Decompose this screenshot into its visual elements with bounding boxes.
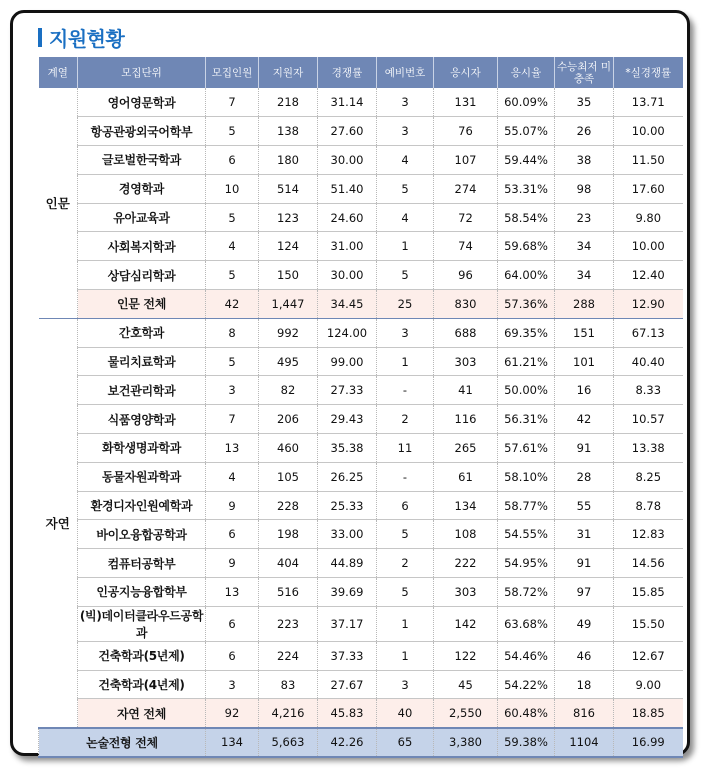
data-cell: 27.67	[318, 670, 377, 699]
header-cell: 계열	[39, 57, 78, 88]
data-cell: 13	[206, 578, 259, 607]
data-cell: 142	[434, 606, 498, 641]
data-cell: 3	[377, 117, 434, 146]
table-row	[39, 462, 683, 491]
data-cell: 13	[206, 434, 259, 463]
group-natural-science	[39, 318, 683, 727]
subtotal-cell: 1,447	[259, 290, 318, 319]
department-name: 글로벌한국학과	[78, 146, 206, 175]
department-name: 동물자원과학과	[78, 462, 206, 491]
data-cell: 74	[434, 232, 498, 261]
data-cell: 72	[434, 203, 498, 232]
total-cell: 42.26	[318, 728, 377, 757]
table-row	[39, 232, 683, 261]
table-header	[39, 57, 683, 88]
subtotal-cell: 4,216	[259, 699, 318, 728]
data-cell: 5	[377, 174, 434, 203]
department-name: 컴퓨터공학부	[78, 549, 206, 578]
grand-total-row	[39, 728, 683, 757]
data-cell: 4	[377, 146, 434, 175]
subtotal-cell: 816	[555, 699, 614, 728]
table-row	[39, 203, 683, 232]
group-label: 자연	[39, 318, 78, 727]
data-cell: 5	[377, 578, 434, 607]
subtotal-cell: 288	[555, 290, 614, 319]
data-cell: 2	[377, 549, 434, 578]
data-cell: 122	[434, 641, 498, 670]
data-cell: 13.71	[614, 88, 683, 117]
subtotal-cell: 25	[377, 290, 434, 319]
data-cell: 9.00	[614, 670, 683, 699]
data-cell: 67.13	[614, 318, 683, 347]
header-cell: *실경쟁률	[614, 57, 683, 88]
data-cell: -	[377, 462, 434, 491]
data-cell: 82	[259, 376, 318, 405]
data-cell: 31	[555, 520, 614, 549]
data-cell: 7	[206, 405, 259, 434]
data-cell: 123	[259, 203, 318, 232]
data-cell: 5	[377, 261, 434, 290]
data-cell: 2	[377, 405, 434, 434]
table-row	[39, 491, 683, 520]
department-name: 화학생명과학과	[78, 434, 206, 463]
data-cell: 15.85	[614, 578, 683, 607]
data-cell: 3	[377, 318, 434, 347]
data-cell: 31.14	[318, 88, 377, 117]
data-cell: 992	[259, 318, 318, 347]
department-name: 바이오융합공학과	[78, 520, 206, 549]
department-name: 식품영양학과	[78, 405, 206, 434]
data-cell: 495	[259, 347, 318, 376]
data-cell: 18	[555, 670, 614, 699]
data-cell: 98	[555, 174, 614, 203]
data-cell: 6	[377, 491, 434, 520]
data-cell: 303	[434, 578, 498, 607]
data-cell: 3	[377, 88, 434, 117]
data-cell: 58.10%	[498, 462, 555, 491]
data-cell: 17.60	[614, 174, 683, 203]
data-cell: -	[377, 376, 434, 405]
table-row	[39, 520, 683, 549]
data-cell: 55	[555, 491, 614, 520]
header-cell: 예비번호	[377, 57, 434, 88]
data-cell: 33.00	[318, 520, 377, 549]
table-row	[39, 405, 683, 434]
data-cell: 1	[377, 641, 434, 670]
data-cell: 35.38	[318, 434, 377, 463]
data-cell: 8.25	[614, 462, 683, 491]
department-name: 간호학과	[78, 318, 206, 347]
data-cell: 1	[377, 347, 434, 376]
header-cell: 응시율	[498, 57, 555, 88]
data-cell: 28	[555, 462, 614, 491]
total-cell: 65	[377, 728, 434, 757]
group-label: 인문	[39, 88, 78, 318]
data-cell: 58.77%	[498, 491, 555, 520]
department-name: 유아교육과	[78, 203, 206, 232]
table-row	[39, 434, 683, 463]
data-cell: 124.00	[318, 318, 377, 347]
data-cell: 44.89	[318, 549, 377, 578]
data-cell: 61	[434, 462, 498, 491]
grand-total	[39, 728, 683, 757]
data-cell: 49	[555, 606, 614, 641]
data-cell: 224	[259, 641, 318, 670]
header-cell: 모집단위	[78, 57, 206, 88]
table-row	[39, 318, 683, 347]
data-cell: 60.09%	[498, 88, 555, 117]
subtotal-cell: 34.45	[318, 290, 377, 319]
data-cell: 514	[259, 174, 318, 203]
total-cell: 134	[206, 728, 259, 757]
table-row	[39, 641, 683, 670]
department-name: 사회복지학과	[78, 232, 206, 261]
header-row	[39, 57, 683, 88]
data-cell: 404	[259, 549, 318, 578]
data-cell: 54.22%	[498, 670, 555, 699]
table-row	[39, 578, 683, 607]
department-name: 영어영문학과	[78, 88, 206, 117]
data-cell: 27.60	[318, 117, 377, 146]
table-row	[39, 606, 683, 641]
data-cell: 59.68%	[498, 232, 555, 261]
data-cell: 265	[434, 434, 498, 463]
subtotal-cell: 18.85	[614, 699, 683, 728]
data-cell: 150	[259, 261, 318, 290]
data-cell: 10	[206, 174, 259, 203]
data-cell: 15.50	[614, 606, 683, 641]
data-cell: 151	[555, 318, 614, 347]
data-cell: 6	[206, 606, 259, 641]
page-title-text: 지원현황	[49, 26, 125, 51]
total-cell: 3,380	[434, 728, 498, 757]
data-cell: 42	[555, 405, 614, 434]
table-row	[39, 88, 683, 117]
subtotal-row	[39, 290, 683, 319]
data-cell: 37.17	[318, 606, 377, 641]
header-cell: 경쟁률	[318, 57, 377, 88]
data-cell: 12.83	[614, 520, 683, 549]
data-cell: 76	[434, 117, 498, 146]
data-cell: 23	[555, 203, 614, 232]
subtotal-cell: 45.83	[318, 699, 377, 728]
data-cell: 4	[206, 462, 259, 491]
data-cell: 56.31%	[498, 405, 555, 434]
data-cell: 35	[555, 88, 614, 117]
total-cell: 59.38%	[498, 728, 555, 757]
data-cell: 138	[259, 117, 318, 146]
data-cell: 688	[434, 318, 498, 347]
data-cell: 26.25	[318, 462, 377, 491]
data-cell: 61.21%	[498, 347, 555, 376]
data-cell: 9.80	[614, 203, 683, 232]
data-cell: 223	[259, 606, 318, 641]
header-cell: 지원자	[259, 57, 318, 88]
data-cell: 228	[259, 491, 318, 520]
data-cell: 30.00	[318, 146, 377, 175]
data-cell: 26	[555, 117, 614, 146]
table-row	[39, 261, 683, 290]
data-cell: 31.00	[318, 232, 377, 261]
data-cell: 14.56	[614, 549, 683, 578]
data-cell: 64.00%	[498, 261, 555, 290]
data-cell: 24.60	[318, 203, 377, 232]
data-cell: 9	[206, 549, 259, 578]
data-cell: 274	[434, 174, 498, 203]
table-row	[39, 146, 683, 175]
data-cell: 6	[206, 641, 259, 670]
subtotal-cell: 40	[377, 699, 434, 728]
data-cell: 3	[206, 670, 259, 699]
data-cell: 99.00	[318, 347, 377, 376]
header-cell: 응시자	[434, 57, 498, 88]
table-row	[39, 117, 683, 146]
data-cell: 54.55%	[498, 520, 555, 549]
group-humanities	[39, 88, 683, 318]
data-cell: 11	[377, 434, 434, 463]
data-cell: 6	[206, 520, 259, 549]
data-cell: 40.40	[614, 347, 683, 376]
data-cell: 97	[555, 578, 614, 607]
subtotal-cell: 57.36%	[498, 290, 555, 319]
data-cell: 91	[555, 434, 614, 463]
department-name: (빅)데이터클라우드공학과	[78, 606, 206, 641]
data-cell: 11.50	[614, 146, 683, 175]
data-cell: 96	[434, 261, 498, 290]
title-bar-icon	[38, 28, 42, 47]
data-cell: 180	[259, 146, 318, 175]
data-cell: 13.38	[614, 434, 683, 463]
department-name: 건축학과(4년제)	[78, 670, 206, 699]
subtotal-label: 인문 전체	[78, 290, 206, 319]
data-cell: 218	[259, 88, 318, 117]
table-row	[39, 670, 683, 699]
data-cell: 303	[434, 347, 498, 376]
header-cell: 수능최저 미충족	[555, 57, 614, 88]
department-name: 상담심리학과	[78, 261, 206, 290]
data-cell: 105	[259, 462, 318, 491]
data-cell: 10.00	[614, 232, 683, 261]
page-title	[38, 22, 124, 52]
subtotal-row	[39, 699, 683, 728]
data-cell: 59.44%	[498, 146, 555, 175]
data-cell: 16	[555, 376, 614, 405]
subtotal-cell: 60.48%	[498, 699, 555, 728]
data-cell: 27.33	[318, 376, 377, 405]
data-cell: 55.07%	[498, 117, 555, 146]
data-cell: 134	[434, 491, 498, 520]
data-cell: 10.57	[614, 405, 683, 434]
data-cell: 101	[555, 347, 614, 376]
table-row	[39, 376, 683, 405]
application-status-table	[38, 57, 683, 758]
data-cell: 69.35%	[498, 318, 555, 347]
data-cell: 39.69	[318, 578, 377, 607]
data-cell: 54.46%	[498, 641, 555, 670]
subtotal-cell: 830	[434, 290, 498, 319]
data-cell: 51.40	[318, 174, 377, 203]
data-cell: 1	[377, 606, 434, 641]
data-cell: 3	[377, 670, 434, 699]
department-name: 항공관광외국어학부	[78, 117, 206, 146]
data-cell: 34	[555, 232, 614, 261]
department-name: 인공지능융합학부	[78, 578, 206, 607]
data-cell: 5	[206, 261, 259, 290]
data-cell: 5	[206, 203, 259, 232]
data-cell: 45	[434, 670, 498, 699]
department-name: 보건관리학과	[78, 376, 206, 405]
subtotal-label: 자연 전체	[78, 699, 206, 728]
data-cell: 5	[206, 347, 259, 376]
table-row	[39, 347, 683, 376]
table-row	[39, 174, 683, 203]
subtotal-cell: 12.90	[614, 290, 683, 319]
department-name: 경영학과	[78, 174, 206, 203]
data-cell: 46	[555, 641, 614, 670]
data-cell: 3	[206, 376, 259, 405]
data-cell: 83	[259, 670, 318, 699]
data-cell: 54.95%	[498, 549, 555, 578]
data-cell: 63.68%	[498, 606, 555, 641]
total-cell: 16.99	[614, 728, 683, 757]
data-cell: 30.00	[318, 261, 377, 290]
data-cell: 53.31%	[498, 174, 555, 203]
data-cell: 4	[377, 203, 434, 232]
data-cell: 5	[377, 520, 434, 549]
data-cell: 25.33	[318, 491, 377, 520]
data-cell: 57.61%	[498, 434, 555, 463]
data-cell: 12.67	[614, 641, 683, 670]
data-cell: 58.72%	[498, 578, 555, 607]
data-cell: 37.33	[318, 641, 377, 670]
data-cell: 4	[206, 232, 259, 261]
data-cell: 38	[555, 146, 614, 175]
data-cell: 91	[555, 549, 614, 578]
data-cell: 222	[434, 549, 498, 578]
data-cell: 124	[259, 232, 318, 261]
data-cell: 50.00%	[498, 376, 555, 405]
data-cell: 12.40	[614, 261, 683, 290]
data-cell: 1	[377, 232, 434, 261]
data-cell: 460	[259, 434, 318, 463]
department-name: 건축학과(5년제)	[78, 641, 206, 670]
data-cell: 9	[206, 491, 259, 520]
total-cell: 1104	[555, 728, 614, 757]
table-row	[39, 549, 683, 578]
data-cell: 8.78	[614, 491, 683, 520]
data-cell: 29.43	[318, 405, 377, 434]
data-cell: 131	[434, 88, 498, 117]
data-cell: 116	[434, 405, 498, 434]
data-cell: 10.00	[614, 117, 683, 146]
data-cell: 8.33	[614, 376, 683, 405]
department-name: 환경디자인원예학과	[78, 491, 206, 520]
data-cell: 107	[434, 146, 498, 175]
data-cell: 58.54%	[498, 203, 555, 232]
data-cell: 516	[259, 578, 318, 607]
data-cell: 5	[206, 117, 259, 146]
total-label: 논술전형 전체	[39, 728, 206, 757]
data-cell: 6	[206, 146, 259, 175]
subtotal-cell: 2,550	[434, 699, 498, 728]
header-cell: 모집인원	[206, 57, 259, 88]
total-cell: 5,663	[259, 728, 318, 757]
data-cell: 8	[206, 318, 259, 347]
data-cell: 108	[434, 520, 498, 549]
data-cell: 198	[259, 520, 318, 549]
subtotal-cell: 92	[206, 699, 259, 728]
subtotal-cell: 42	[206, 290, 259, 319]
data-cell: 34	[555, 261, 614, 290]
data-cell: 41	[434, 376, 498, 405]
data-cell: 206	[259, 405, 318, 434]
data-cell: 7	[206, 88, 259, 117]
department-name: 물리치료학과	[78, 347, 206, 376]
